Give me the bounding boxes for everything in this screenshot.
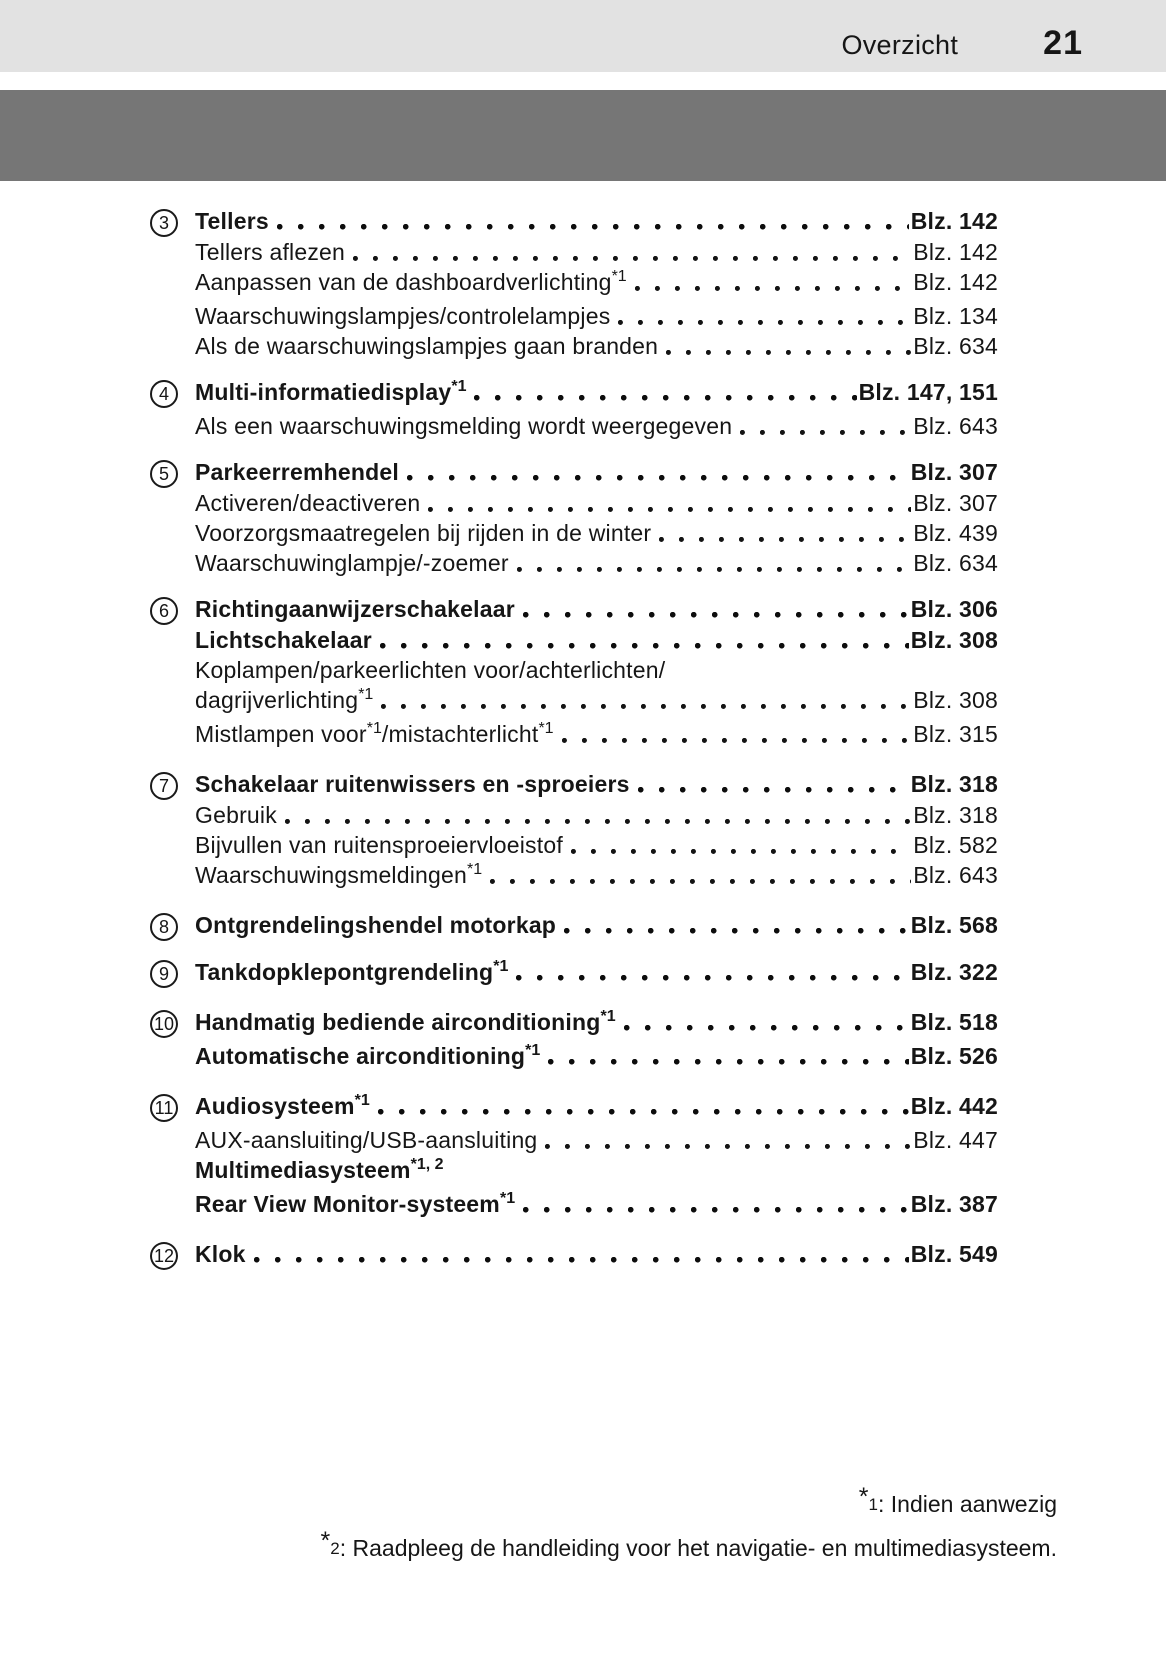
- dot-leader: [426, 488, 911, 518]
- footnote-1: [321, 1479, 1057, 1523]
- toc-entry-label: Ontgrendelingshendel motorkap: [195, 912, 557, 938]
- toc-entry-label: Als de waarschuwingslampjes gaan branden: [195, 333, 659, 359]
- toc-entry: [150, 488, 998, 518]
- page-ref: Blz. 582: [913, 832, 998, 858]
- page-ref: Blz. 442: [910, 1093, 998, 1119]
- footnote-marker: *1: [467, 861, 483, 878]
- toc-entry-label: Activeren/deactiveren: [195, 490, 421, 516]
- item-number-badge: 12: [150, 1242, 178, 1270]
- toc-entry: [150, 910, 998, 941]
- toc-entry-label: Klok: [195, 1241, 246, 1267]
- toc-entry-label: Gebruik: [195, 802, 277, 828]
- page-ref: Blz. 387: [910, 1191, 998, 1217]
- item-number-badge: 4: [150, 380, 178, 408]
- dot-leader: [560, 719, 912, 753]
- toc-entry: [150, 1125, 998, 1155]
- toc-entry-number-column: [150, 1091, 195, 1122]
- page-ref: Blz. 142: [910, 208, 998, 234]
- item-number-badge: 11: [150, 1094, 178, 1122]
- toc-entry-number-column: [150, 1007, 195, 1038]
- toc-entry: [150, 237, 998, 267]
- toc-entry-label: Bijvullen van ruitensproeiervloeistof: [195, 832, 563, 858]
- toc-entry-label: Mistlampen voor$^{*1}$/mistachterlicht$^{*1}$: [195, 720, 554, 747]
- toc-entry-label: Handmatig bediende airconditioning$^{*1}$: [195, 1008, 616, 1035]
- footnote-marker: *1: [493, 958, 509, 975]
- toc-entry-label: Schakelaar ruitenwissers en -sproeiers: [195, 771, 630, 797]
- footnote-marker: *1: [525, 1042, 541, 1059]
- toc-entry: [150, 331, 998, 361]
- toc-entry: [150, 1239, 998, 1270]
- toc-entry-number-column: [150, 1239, 195, 1270]
- dot-leader: [546, 1041, 908, 1075]
- toc-entry-label: Aanpassen van de dashboardverlichting$^{*1}$: [195, 268, 627, 295]
- toc-entry: [150, 1091, 998, 1125]
- toc-entry: [150, 411, 998, 441]
- footnote-marker: *1: [451, 378, 467, 395]
- dot-leader: [488, 860, 911, 894]
- page-ref: Blz. 643: [913, 413, 998, 439]
- dot-leader: [378, 625, 909, 655]
- footnote-marker: *1: [354, 1092, 370, 1109]
- page-header: [841, 24, 1083, 63]
- section-title: Overzicht: [841, 29, 959, 60]
- page-ref: Blz. 518: [910, 1009, 998, 1035]
- page-ref: Blz. 307: [910, 459, 998, 485]
- toc-entry: [150, 1189, 998, 1223]
- toc-entry-label: Waarschuwinglampje/-zoemer: [195, 550, 509, 576]
- toc-entry: [150, 548, 998, 578]
- toc-entry-label: Voorzorgsmaatregelen bij rijden in de winter: [195, 520, 652, 546]
- footnote-marker: *1: [538, 720, 554, 737]
- item-number-badge: 9: [150, 960, 178, 988]
- toc-entry: [150, 1007, 998, 1041]
- item-number-badge: 10: [150, 1010, 178, 1038]
- item-number-badge: 6: [150, 597, 178, 625]
- page-ref: Blz. 549: [910, 1241, 998, 1267]
- item-number-badge: 3: [150, 209, 178, 237]
- dot-leader: [283, 800, 911, 830]
- dot-leader: [405, 457, 909, 488]
- toc-entry: [150, 800, 998, 830]
- page-ref: Blz. 315: [913, 721, 998, 747]
- toc-entry: [150, 860, 998, 894]
- toc-entry-label: Multi-informatiedisplay$^{*1}$: [195, 378, 467, 405]
- page-header-band: [0, 0, 1166, 72]
- toc-entry-label: Waarschuwingsmeldingen$^{*1}$: [195, 861, 483, 888]
- toc-entry-label: Als een waarschuwingsmelding wordt weergegeven: [195, 413, 733, 439]
- footnote-2: [321, 1523, 1057, 1567]
- page-ref: Blz. 568: [910, 912, 998, 938]
- dot-leader: [472, 377, 856, 411]
- dot-leader: [252, 1239, 909, 1270]
- page-ref: Blz. 447: [913, 1127, 998, 1153]
- toc-entry-number-column: [150, 206, 195, 237]
- dot-leader: [514, 957, 908, 991]
- toc-entry: [150, 625, 998, 655]
- footnote-marker: *1: [358, 686, 374, 703]
- chapter-divider-band: [0, 90, 1166, 181]
- toc-entry: [150, 206, 998, 237]
- page-ref: Blz. 134: [913, 303, 998, 329]
- footnote-marker: *1: [366, 720, 382, 737]
- toc-entry-number-column: [150, 769, 195, 800]
- toc-entry-label: Automatische airconditioning$^{*1}$: [195, 1042, 541, 1069]
- dot-leader: [622, 1007, 909, 1041]
- footnote-number: 1: [868, 1495, 878, 1514]
- dot-leader: [633, 267, 912, 301]
- toc-entry-number-column: [150, 377, 195, 408]
- footnotes: [321, 1479, 1057, 1567]
- toc-entry-label: Audiosysteem$^{*1}$: [195, 1092, 370, 1119]
- toc-entry-label: AUX-aansluiting/USB-aansluiting: [195, 1127, 538, 1153]
- toc-entry: [150, 685, 998, 719]
- toc-entry-number-column: [150, 910, 195, 941]
- toc-entry: [150, 655, 998, 685]
- page-ref: Blz. 318: [910, 771, 998, 797]
- toc-entry: [150, 518, 998, 548]
- page-ref: Blz. 634: [913, 333, 998, 359]
- toc-entry-label: Tellers: [195, 208, 269, 234]
- page-ref: Blz. 439: [913, 520, 998, 546]
- toc-entry-number-column: [150, 594, 195, 625]
- page-number: 21: [1043, 23, 1083, 62]
- dot-leader: [379, 685, 911, 719]
- footnote-marker: *1, 2: [410, 1156, 444, 1173]
- toc-entry-label: Lichtschakelaar: [195, 627, 372, 653]
- dot-leader: [562, 910, 909, 941]
- toc-entry: [150, 1155, 998, 1189]
- toc-entry-label: Richtingaanwijzerschakelaar: [195, 596, 515, 622]
- toc-entry: [150, 594, 998, 625]
- toc-entry-label: Multimediasysteem$^{*1, 2}$: [195, 1156, 444, 1183]
- toc-entry-label: dagrijverlichting$^{*1}$: [195, 686, 374, 713]
- footnote-text: : Indien aanwezig: [877, 1491, 1057, 1517]
- page-ref: Blz. 526: [910, 1043, 998, 1069]
- page-ref: Blz. 634: [913, 550, 998, 576]
- dot-leader: [616, 301, 911, 331]
- item-number-badge: 5: [150, 460, 178, 488]
- dot-leader: [521, 1189, 909, 1223]
- page-ref: Blz. 308: [913, 687, 998, 713]
- dot-leader: [664, 331, 911, 361]
- page-ref: Blz. 142: [913, 239, 998, 265]
- toc-entry: [150, 719, 998, 753]
- toc-entry-label: Koplampen/parkeerlichten voor/achterlichten/: [195, 657, 666, 683]
- page-ref: Blz. 307: [913, 490, 998, 516]
- toc-entry: [150, 457, 998, 488]
- dot-leader: [738, 411, 911, 441]
- toc-entry-number-column: [150, 457, 195, 488]
- dot-leader: [376, 1091, 909, 1125]
- footnote-marker: *1: [600, 1008, 616, 1025]
- dot-leader: [515, 548, 912, 578]
- page-ref: Blz. 322: [910, 959, 998, 985]
- item-number-badge: 7: [150, 772, 178, 800]
- toc-entry: [150, 301, 998, 331]
- toc-entry-label: Tankdopklepontgrendeling$^{*1}$: [195, 958, 509, 985]
- dot-leader: [543, 1125, 911, 1155]
- toc-entry-label: Waarschuwingslampjes/controlelampjes: [195, 303, 611, 329]
- page-ref: Blz. 643: [913, 862, 998, 888]
- toc-entry-label: Tellers aflezen: [195, 239, 346, 265]
- toc-entry: [150, 1041, 998, 1075]
- footnote-text: : Raadpleeg de handleiding voor het navigatie- en multimediasysteem.: [339, 1535, 1057, 1561]
- footnote-marker: *1: [611, 268, 627, 285]
- page-ref: Blz. 306: [910, 596, 998, 622]
- page-ref: Blz. 142: [913, 269, 998, 295]
- toc-list: [150, 206, 998, 1270]
- toc-entry-label: Rear View Monitor-systeem$^{*1}$: [195, 1190, 516, 1217]
- page-ref: Blz. 308: [910, 627, 998, 653]
- toc-entry: [150, 769, 998, 800]
- toc-entry: [150, 267, 998, 301]
- page-ref: Blz. 147, 151: [858, 379, 998, 405]
- footnote-marker: *1: [499, 1190, 516, 1207]
- toc-entry-label: Parkeerremhendel: [195, 459, 399, 485]
- dot-leader: [351, 237, 911, 267]
- item-number-badge: 8: [150, 913, 178, 941]
- toc-entry-number-column: [150, 957, 195, 988]
- toc-entry: [150, 830, 998, 860]
- toc-entry: [150, 377, 998, 411]
- dot-leader: [636, 769, 909, 800]
- page-ref: Blz. 318: [913, 802, 998, 828]
- toc-entry: [150, 957, 998, 991]
- footnote-star-icon: *: [858, 1483, 869, 1511]
- footnote-star-icon: *: [320, 1527, 331, 1555]
- footnote-number: 2: [330, 1539, 340, 1558]
- dot-leader: [521, 594, 909, 625]
- dot-leader: [275, 206, 909, 237]
- dot-leader: [657, 518, 911, 548]
- dot-leader: [569, 830, 911, 860]
